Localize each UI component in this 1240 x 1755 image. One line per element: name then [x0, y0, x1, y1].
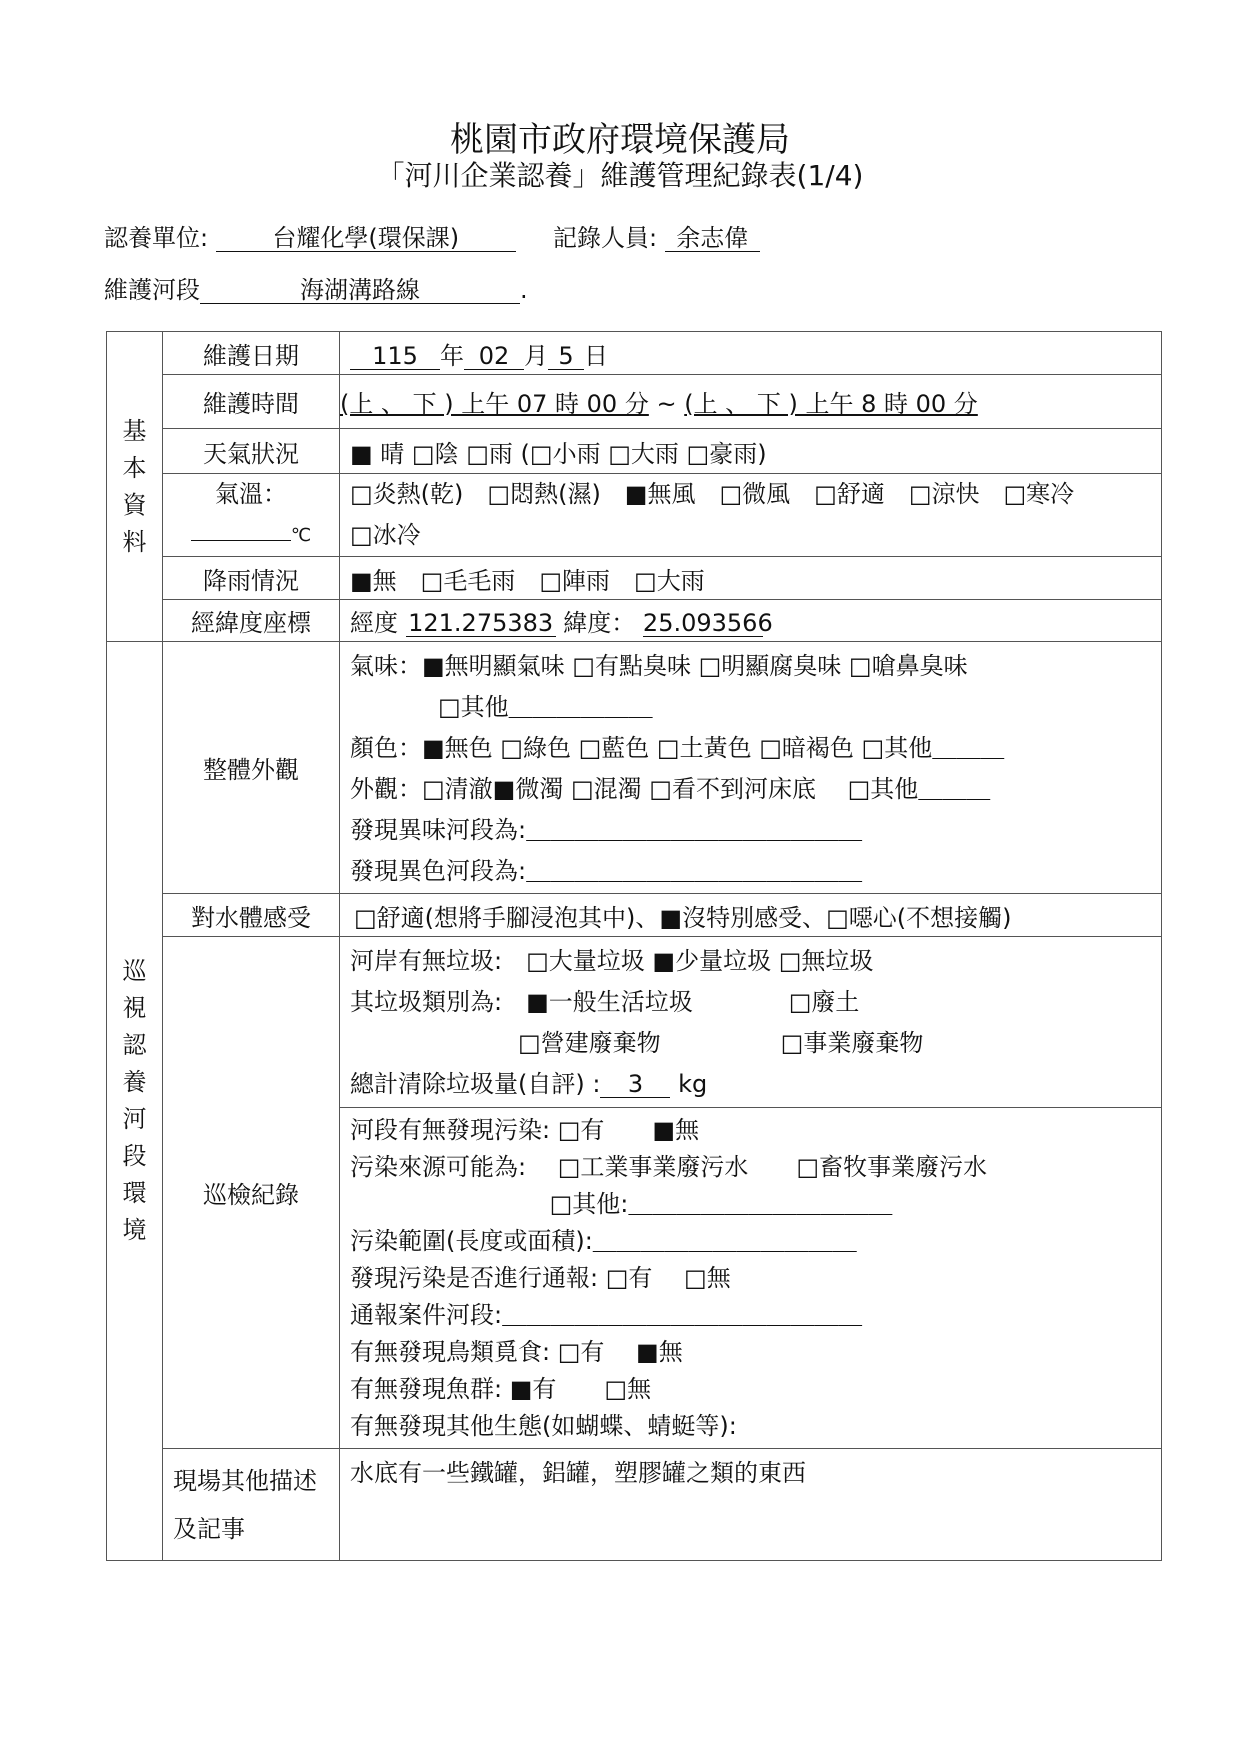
garbage-total-unit: kg: [678, 1070, 708, 1098]
pollution-line: 有無發現其他生態(如蝴蝶、蜻蜓等):: [350, 1412, 737, 1440]
coord-cell: [340, 600, 1162, 642]
pollution-line: □其他:＿＿＿＿＿＿＿＿＿＿＿: [350, 1190, 893, 1218]
coord-label: 經緯度座標: [163, 600, 340, 642]
time-sep: ~: [656, 390, 677, 418]
garbage-line: 河岸有無垃圾: □大量垃圾 ■少量垃圾 □無垃圾: [350, 947, 874, 975]
agency-title: 桃園市政府環境保護局: [450, 120, 790, 160]
lat-value[interactable]: 25.093566: [642, 609, 773, 637]
unit-value[interactable]: 台耀化學(環保課): [216, 225, 516, 252]
odor-other-line: □其他＿＿＿＿＿＿: [438, 693, 653, 721]
unit-label: 認養單位:: [104, 224, 209, 252]
pollution-cell[interactable]: [340, 1108, 1162, 1449]
date-label: 維護日期: [163, 332, 340, 375]
date-year[interactable]: 115: [350, 343, 440, 370]
month-unit: 月: [524, 341, 548, 370]
section-line: [104, 270, 528, 305]
basic-group-label: 基本資料: [107, 332, 163, 642]
weather-label: 天氣狀況: [163, 429, 340, 474]
odor-line: 氣味：■無明顯氣味 □有點臭味 □明顯腐臭味 □嗆鼻臭味: [350, 652, 968, 680]
garbage-line: 其垃圾類別為: ■一般生活垃圾 □廢土: [350, 988, 860, 1016]
pollution-line: 發現污染是否進行通報: □有 □無: [350, 1264, 731, 1292]
recorder-value[interactable]: 余志偉: [665, 225, 760, 252]
garbage-total-label: 總計清除垃圾量(自評) :: [350, 1070, 601, 1098]
time-label: 維護時間: [163, 375, 340, 429]
feeling-label: 對水體感受: [163, 894, 340, 937]
inspection-label: 巡檢紀錄: [163, 937, 340, 1449]
temp-value[interactable]: [191, 518, 291, 541]
notes-label: 現場其他描述及記事: [163, 1449, 340, 1561]
time-cell: [340, 375, 1162, 429]
clarity-line: 外觀：□清澈■微濁 □混濁 □看不到河床底 □其他＿＿＿: [350, 775, 991, 803]
appearance-cell[interactable]: [340, 642, 1162, 894]
date-month[interactable]: 02: [464, 343, 524, 370]
rain-options[interactable]: ■無 □毛毛雨 □陣雨 □大雨: [340, 557, 1162, 600]
notes-value[interactable]: 水底有一些鐵罐，鋁罐，塑膠罐之類的東西: [340, 1449, 1162, 1561]
feeling-options[interactable]: □舒適(想將手腳浸泡其中)、■沒特別感受、□噁心(不想接觸): [340, 894, 1162, 937]
year-unit: 年: [440, 341, 464, 370]
pollution-line: 通報案件河段:＿＿＿＿＿＿＿＿＿＿＿＿＿＿＿: [350, 1301, 863, 1329]
odor-section-line: 發現異味河段為:＿＿＿＿＿＿＿＿＿＿＿＿＿＿: [350, 816, 863, 844]
pollution-line: 有無發現鳥類覓食: □有 ■無: [350, 1338, 683, 1366]
date-day[interactable]: 5: [548, 343, 584, 370]
section-end: .: [520, 276, 528, 304]
garbage-total-value[interactable]: 3: [600, 1071, 670, 1098]
color-line: 顏色：■無色 □綠色 □藍色 □土黃色 □暗褐色 □其他＿＿＿: [350, 734, 1005, 762]
form-title: 「河川企業認養」維護管理紀錄表(1/4): [376, 159, 864, 192]
garbage-line: □營建廢棄物 □事業廢棄物: [350, 1029, 924, 1057]
unit-line: [104, 218, 760, 253]
pollution-line: 河段有無發現污染: □有 ■無: [350, 1116, 700, 1144]
section-label: 維護河段: [104, 276, 200, 304]
date-cell: [340, 332, 1162, 375]
pollution-line: 污染來源可能為: □工業事業廢污水 □畜牧事業廢污水: [350, 1153, 988, 1181]
lat-label: 緯度：: [563, 609, 636, 637]
garbage-total-line: [350, 1064, 1151, 1105]
garbage-cell[interactable]: [340, 937, 1162, 1108]
temp-options-line: □炎熱(乾) □悶熱(濕) ■無風 □微風 □舒適 □涼快 □寒冷: [350, 480, 1075, 508]
rain-label: 降雨情況: [163, 557, 340, 600]
pollution-line: 污染範圍(長度或面積):＿＿＿＿＿＿＿＿＿＿＿: [350, 1227, 857, 1255]
section-value[interactable]: 海湖溝路線: [200, 277, 520, 304]
temp-options[interactable]: [340, 474, 1162, 557]
lng-value[interactable]: 121.275383: [406, 610, 556, 637]
recorder-label: 記錄人員:: [553, 224, 658, 252]
temp-options-line: □冰冷: [350, 521, 421, 549]
appearance-label: 整體外觀: [163, 642, 340, 894]
patrol-group-label: 巡視認養河段環境: [107, 642, 163, 1561]
record-table: [106, 331, 1162, 1561]
day-unit: 日: [584, 341, 608, 370]
temp-unit: ℃: [290, 525, 312, 546]
weather-options[interactable]: ■ 晴 □陰 □雨 (□小雨 □大雨 □豪雨): [340, 429, 1162, 474]
lng-label: 經度: [350, 609, 398, 637]
time-end[interactable]: (上 、 下 ) 上午 8 時 00 分: [684, 390, 978, 418]
temp-cell: [163, 474, 340, 557]
pollution-line: 有無發現魚群: ■有 □無: [350, 1375, 652, 1403]
temp-label: 氣溫：: [215, 480, 287, 508]
time-start[interactable]: (上 、 下 ) 上午 07 時 00 分: [340, 390, 649, 418]
color-section-line: 發現異色河段為:＿＿＿＿＿＿＿＿＿＿＿＿＿＿: [350, 857, 863, 885]
